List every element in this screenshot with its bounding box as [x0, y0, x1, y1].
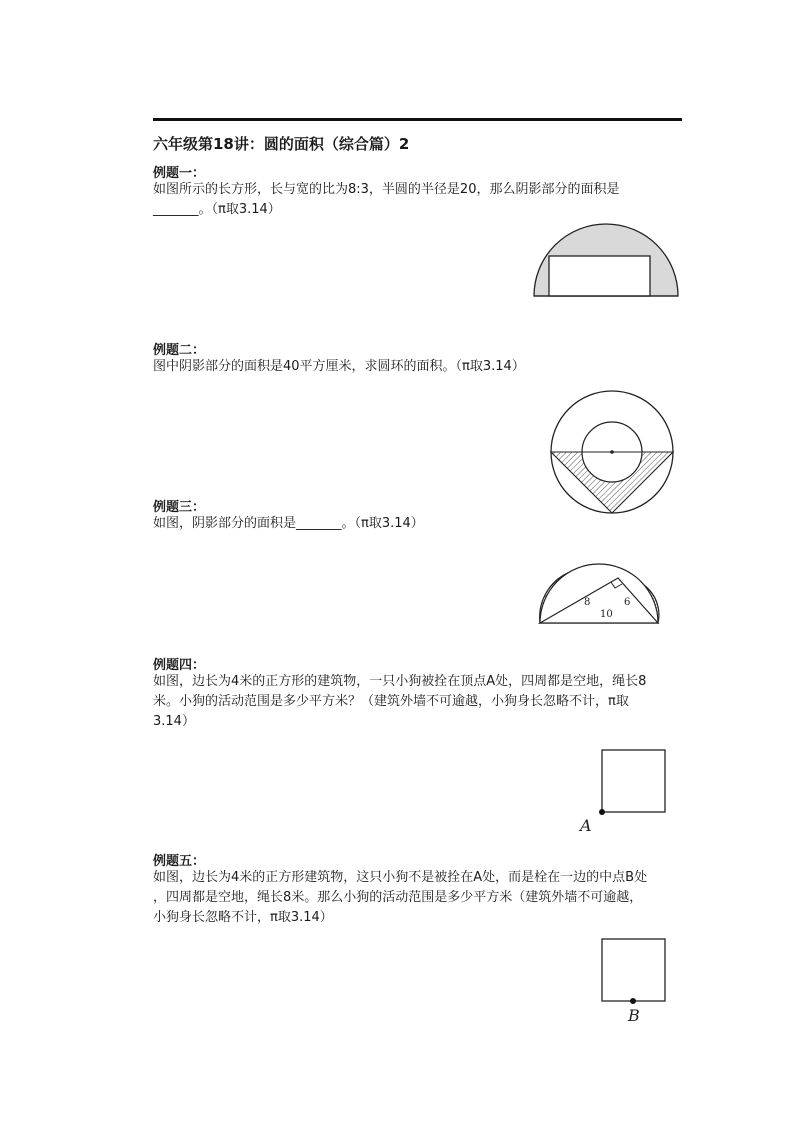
tether-point-a: [599, 809, 605, 815]
problem-2-line-1: 图中阴影部分的面积是40平方厘米，求圆环的面积。（π取3.14）: [153, 359, 525, 374]
problem-5-line-2: ，四周都是空地，绳长8米。那么小狗的活动范围是多少平方米（建筑外墙不可逾越，: [153, 890, 643, 905]
semicircle-rectangle-figure: [530, 225, 680, 300]
label-10: 10: [600, 609, 613, 620]
top-rule: [153, 118, 682, 121]
label-b: B: [628, 1006, 640, 1025]
problem-5-heading: 例题五：: [153, 854, 206, 869]
label-a: A: [580, 816, 592, 835]
problem-3-line-1: 如图，阴影部分的面积是_______。（π取3.14）: [153, 516, 424, 531]
page-title: 六年级第18讲：圆的面积（综合篇）2: [153, 135, 410, 153]
square-midpoint-figure: [595, 935, 675, 1030]
label-8: 8: [584, 597, 591, 608]
problem-1-line-2: _______。（π取3.14）: [153, 202, 281, 217]
problem-5-line-3: 小狗身长忽略不计，π取3.14）: [153, 910, 333, 925]
right-triangle-semicircles-figure: [535, 555, 685, 630]
problem-2-heading: 例题二：: [153, 343, 206, 358]
problem-5-line-1: 如图，边长为4米的正方形建筑物，这只小狗不是被拴在A处，而是栓在一边的中点B处: [153, 870, 648, 885]
problem-4-line-3: 3.14）: [153, 714, 195, 729]
square-corner-figure: [575, 745, 675, 835]
label-6: 6: [624, 597, 631, 608]
problem-1-heading: 例题一：: [153, 166, 206, 181]
problem-1-line-1: 如图所示的长方形，长与宽的比为8:3，半圆的半径是20，那么阴影部分的面积是: [153, 182, 620, 197]
problem-4-line-1: 如图，边长为4米的正方形的建筑物，一只小狗被拴在顶点A处，四周都是空地，绳长8: [153, 674, 647, 689]
problem-4-line-2: 米。小狗的活动范围是多少平方米？（建筑外墙不可逾越，小狗身长忽略不计，π取: [153, 694, 629, 709]
problem-4-heading: 例题四：: [153, 658, 206, 673]
problem-3-heading: 例题三：: [153, 500, 206, 515]
tether-point-b: [630, 998, 636, 1004]
annulus-figure: [550, 392, 674, 516]
